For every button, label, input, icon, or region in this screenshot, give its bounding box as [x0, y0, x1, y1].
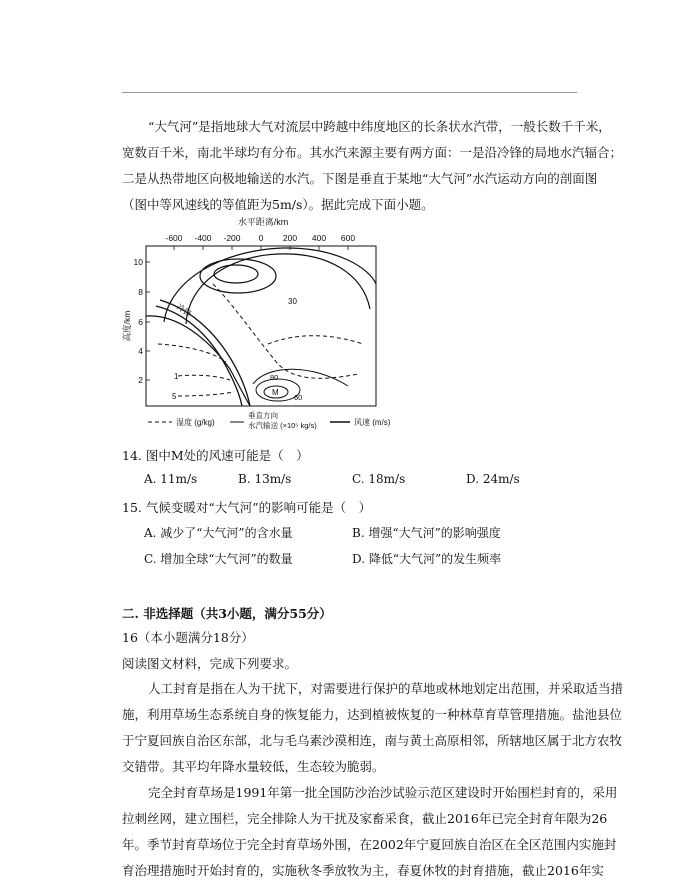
q15-option-a[interactable]: A. 减少了“大气河”的含水量	[144, 526, 293, 540]
material-line: 育治理措施时开始封育的，实施秋冬季放牧为主，春夏休牧的封育措施，截止2016年实	[122, 863, 604, 878]
material-line: 完全封育草场是1991年第一批全国防沙治沙试验示范区建设时开始围栏封育的，采用	[148, 785, 618, 800]
material-paragraph-1	[122, 676, 624, 780]
x-tick-label: 400	[311, 233, 327, 243]
material-line: 人工封育是指在人为干扰下，对需要进行保护的草地或林地划定出范围，并采取适当措	[148, 681, 624, 696]
intro-line: （图中等风速线的等值距为5m/s）。据此完成下面小题。	[122, 197, 434, 212]
x-axis-title: 水平距离/km	[237, 217, 289, 227]
x-tick-label: 200	[282, 233, 298, 243]
material-paragraph-2	[122, 780, 618, 884]
m-label: M	[272, 388, 279, 397]
instruction-text: 阅读图文材料，完成下列要求。	[122, 656, 298, 671]
material-line: 于宁夏回族自治区东部，北与毛乌素沙漠相连，南与黄土高原相邻，所辖地区属于北方农牧	[122, 733, 623, 748]
humidity-contours	[158, 284, 363, 396]
front-label: 冷锋	[174, 302, 194, 319]
section-2-title: 二. 非选择题（共3小题，满分55分）	[122, 606, 332, 621]
intro-line: 二是从热带地区向极地输送的水汽。下图是垂直于某地“大气河”水汽运动方向的剖面图	[122, 171, 598, 186]
vapor-label-60: 60	[294, 393, 303, 402]
wind-label-30: 30	[288, 297, 297, 306]
y-tick-label: 6	[138, 317, 143, 327]
figure-legend	[148, 410, 391, 430]
humidity-label-1: 1	[174, 372, 179, 381]
question-15-stem: 15. 气候变暖对“大气河”的影响可能是（ ）	[122, 500, 372, 515]
material-line: 施，利用草场生态系统自身的恢复能力，达到植被恢复的一种林草育草管理措施。盐池县位	[122, 707, 623, 722]
legend-wind: 风速 (m/s)	[354, 418, 391, 427]
vapor-label-80: 80	[270, 373, 279, 382]
q14-option-d[interactable]: D. 24m/s	[466, 472, 520, 486]
x-tick-label: 0	[258, 233, 264, 243]
x-tick-label: -600	[165, 233, 183, 243]
x-tick-label: -400	[194, 233, 212, 243]
intro-line: 宽数百千米，南北半球均有分布。其水汽来源主要有两方面：一是沿冷锋的局地水汽辐合；	[122, 145, 623, 160]
material-line: 年。季节封育草场位于完全封育草场外围，在2002年宁夏回族自治区在全区范围内实施封	[122, 837, 617, 852]
question-14-stem: 14. 图中M处的风速可能是（ ）	[122, 448, 309, 463]
material-line: 交错带。其平均年降水量较低，生态较为脆弱。	[122, 759, 385, 774]
header-rule	[122, 92, 577, 93]
intro-line: “大气河”是指地球大气对流层中跨越中纬度地区的长条状水汽带，一般长数千千米，	[148, 119, 611, 134]
q15-option-c[interactable]: C. 增加全球“大气河”的数量	[144, 552, 293, 566]
legend-vapor-line2: 水汽输送 (×10⁵ kg/s)	[248, 421, 317, 430]
cold-front	[156, 300, 250, 406]
x-tick-label: -200	[223, 233, 241, 243]
q15-option-d[interactable]: D. 降低“大气河”的发生频率	[352, 552, 502, 566]
y-tick-label: 2	[138, 375, 143, 385]
q14-option-c[interactable]: C. 18m/s	[352, 472, 406, 486]
legend-vapor-line1: 垂直方向	[248, 411, 278, 420]
legend-humidity: 湿度 (g/kg)	[176, 418, 215, 427]
y-axis-title: 高度/km	[122, 310, 132, 342]
material-line: 拉刺丝网，建立围栏，完全排除人为干扰及家畜采食，截止2016年已完全封育年限为26	[122, 811, 608, 826]
y-tick-label: 4	[138, 346, 143, 356]
humidity-label-5: 5	[172, 392, 177, 401]
atmospheric-river-profile-figure	[118, 214, 418, 439]
y-tick-label: 8	[138, 287, 143, 297]
q14-option-a[interactable]: A. 11m/s	[144, 472, 198, 486]
x-tick-label: 600	[340, 233, 356, 243]
question-16-header: 16（本小题满分18分）	[122, 630, 254, 645]
intro-paragraph	[122, 114, 623, 218]
q15-option-b[interactable]: B. 增强“大气河”的影响强度	[352, 526, 501, 540]
q14-option-b[interactable]: B. 13m/s	[238, 472, 292, 486]
y-tick-label: 10	[133, 257, 143, 267]
